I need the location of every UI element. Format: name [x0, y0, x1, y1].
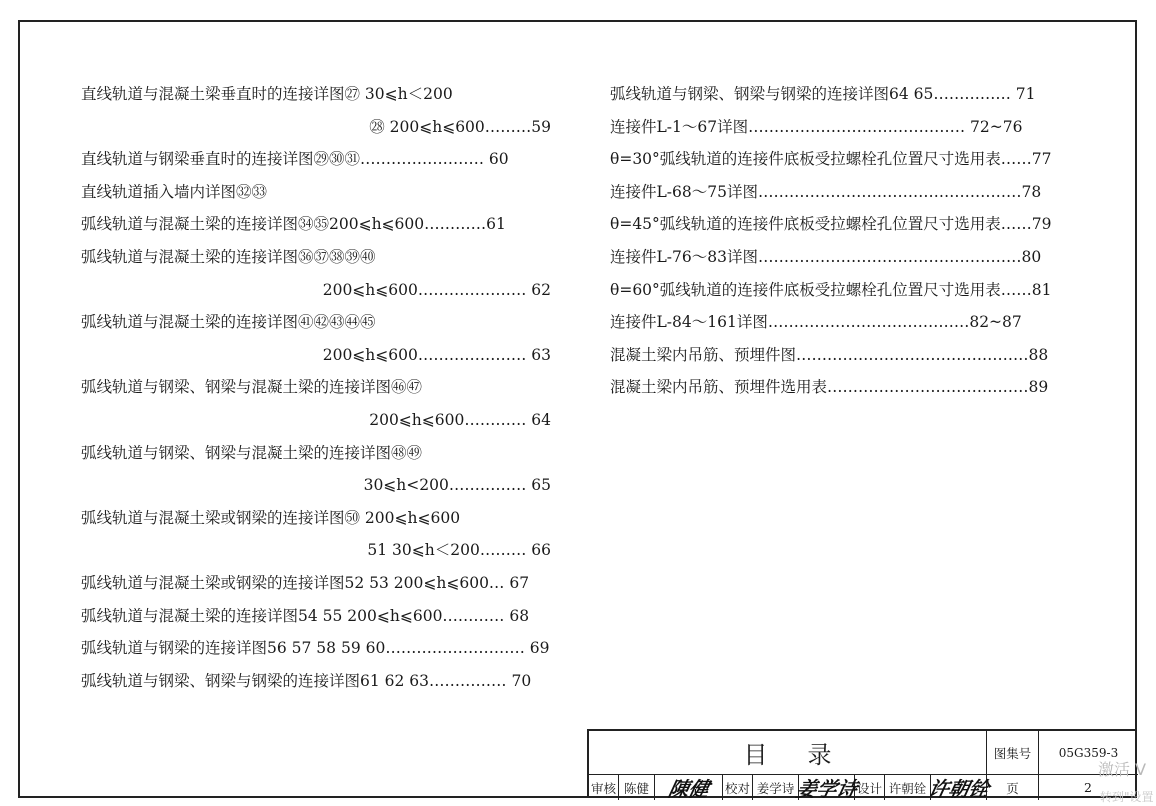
- toc-entry-text: 连接件L-84～161详图…………………………………82~87: [610, 313, 1022, 332]
- toc-entry: [81, 143, 551, 176]
- toc-entry-text: 30⩽h<200…………… 65: [363, 476, 551, 495]
- toc-entry: [81, 600, 551, 633]
- toc-entry-text: θ=30°弧线轨道的连接件底板受拉螺栓孔位置尺寸选用表……77: [610, 150, 1052, 169]
- design-signature: [925, 775, 991, 801]
- design-name: 许朝铨: [885, 775, 931, 800]
- atlas-number-label: 图集号: [987, 731, 1039, 775]
- toc-entry-text: 51 30⩽h＜200……… 66: [367, 541, 551, 560]
- toc-entry: [610, 143, 1082, 176]
- toc-entry: [610, 274, 1082, 307]
- toc-entry: [81, 665, 551, 698]
- toc-entry-text: 200⩽h⩽600………… 64: [369, 410, 551, 429]
- toc-entry: [610, 176, 1082, 209]
- toc-entry-text: 弧线轨道与钢梁的连接详图56 57 58 59 60……………………… 69: [81, 639, 550, 658]
- toc-entry: [610, 208, 1082, 241]
- toc-entry: [81, 111, 551, 144]
- toc-entry: [81, 502, 551, 535]
- check-role: 校对: [723, 775, 753, 800]
- toc-entry: [81, 208, 551, 241]
- toc-entry-text: 弧线轨道与混凝土梁或钢梁的连接详图52 53 200⩽h⩽600… 67: [81, 573, 530, 592]
- check-signature-mark: 姜学诗: [793, 777, 859, 801]
- toc-entry: [81, 567, 551, 600]
- check-signature: [793, 775, 859, 801]
- toc-entry: [610, 339, 1082, 372]
- activation-watermark: 激活 V: [1098, 760, 1147, 779]
- design-role: 设计: [855, 775, 885, 800]
- toc-entry-text: 200⩽h⩽600………………… 63: [322, 345, 551, 364]
- toc-entry-text: 混凝土梁内吊筋、预埋件图………………………………………88: [610, 345, 1049, 364]
- toc-entry-text: θ=60°弧线轨道的连接件底板受拉螺栓孔位置尺寸选用表……81: [610, 280, 1052, 299]
- toc-entry: [81, 404, 551, 437]
- toc-entry-text: 弧线轨道与混凝土梁或钢梁的连接详图㊿ 200⩽h⩽600: [81, 508, 461, 527]
- toc-entry: [610, 78, 1082, 111]
- toc-entry-text: 弧线轨道与钢梁、钢梁与混凝土梁的连接详图㊻㊼: [81, 378, 423, 397]
- toc-entry: [81, 241, 551, 274]
- review-role: 审核: [589, 775, 619, 800]
- toc-entry: [81, 371, 551, 404]
- design-signature-mark: 许朝铨: [925, 777, 991, 801]
- toc-entry: [81, 437, 551, 470]
- toc-entry-text: 直线轨道与混凝土梁垂直时的连接详图㉗ 30⩽h＜200: [81, 85, 453, 103]
- toc-entry-text: θ=45°弧线轨道的连接件底板受拉螺栓孔位置尺寸选用表……79: [610, 215, 1052, 234]
- toc-entry-text: ㉘ 200⩽h⩽600………59: [369, 117, 551, 136]
- activation-watermark-sub: 转到"设置: [1100, 790, 1154, 804]
- toc-entry-text: 弧线轨道与混凝土梁的连接详图㉞㉟200⩽h⩽600…………61: [81, 215, 506, 234]
- toc-entry-text: 弧线轨道与钢梁、钢梁与钢梁的连接详图61 62 63…………… 70: [81, 671, 532, 690]
- toc-entry: [81, 176, 551, 209]
- toc-entry-text: 连接件L-1～67详图…………………………………… 72~76: [610, 117, 1023, 136]
- toc-entry-text: 弧线轨道与钢梁、钢梁与钢梁的连接详图64 65…………… 71: [610, 85, 1036, 103]
- toc-entry-text: 弧线轨道与混凝土梁的连接详图54 55 200⩽h⩽600………… 68: [81, 606, 530, 625]
- review-signature-mark: 陳健: [665, 777, 711, 801]
- toc-entry-text: 直线轨道插入墙内详图㉜㉝: [81, 182, 268, 201]
- toc-entry: [610, 111, 1082, 144]
- toc-entry-text: 弧线轨道与钢梁、钢梁与混凝土梁的连接详图㊽㊾: [81, 443, 423, 462]
- toc-entry: [610, 241, 1082, 274]
- toc-entry-text: 直线轨道与钢梁垂直时的连接详图㉙㉚㉛…………………… 60: [81, 150, 509, 169]
- toc-entry: [81, 632, 551, 665]
- toc-entry-text: 混凝土梁内吊筋、预埋件选用表…………………………………89: [610, 378, 1049, 397]
- toc-right-column: [610, 78, 1082, 404]
- toc-entry-text: 弧线轨道与混凝土梁的连接详图㊶㊷㊸㊹㊺: [81, 313, 376, 332]
- toc-left-column: [81, 78, 551, 697]
- toc-entry: [81, 469, 551, 502]
- toc-entry: [81, 534, 551, 567]
- review-signature: [655, 775, 723, 800]
- toc-entry: [610, 371, 1082, 404]
- toc-entry: [81, 274, 551, 307]
- toc-entry-text: 连接件L-68～75详图……………………………………………78: [610, 182, 1042, 201]
- toc-entry: [81, 339, 551, 372]
- toc-entry: [610, 306, 1082, 339]
- toc-entry-text: 弧线轨道与混凝土梁的连接详图㊱㊲㊳㊴㊵: [81, 247, 376, 266]
- title-block-title: 目录: [589, 731, 987, 775]
- page-label: 页: [987, 775, 1039, 800]
- atlas-number: 05G359-3: [1039, 731, 1138, 775]
- check-name: 姜学诗: [753, 775, 799, 800]
- toc-entry-text: 连接件L-76～83详图……………………………………………80: [610, 247, 1042, 266]
- toc-entry: [81, 306, 551, 339]
- review-name: 陈健: [619, 775, 655, 800]
- page-number: 2: [1084, 780, 1092, 795]
- toc-entry: [81, 78, 551, 111]
- toc-entry-text: 200⩽h⩽600………………… 62: [322, 280, 551, 299]
